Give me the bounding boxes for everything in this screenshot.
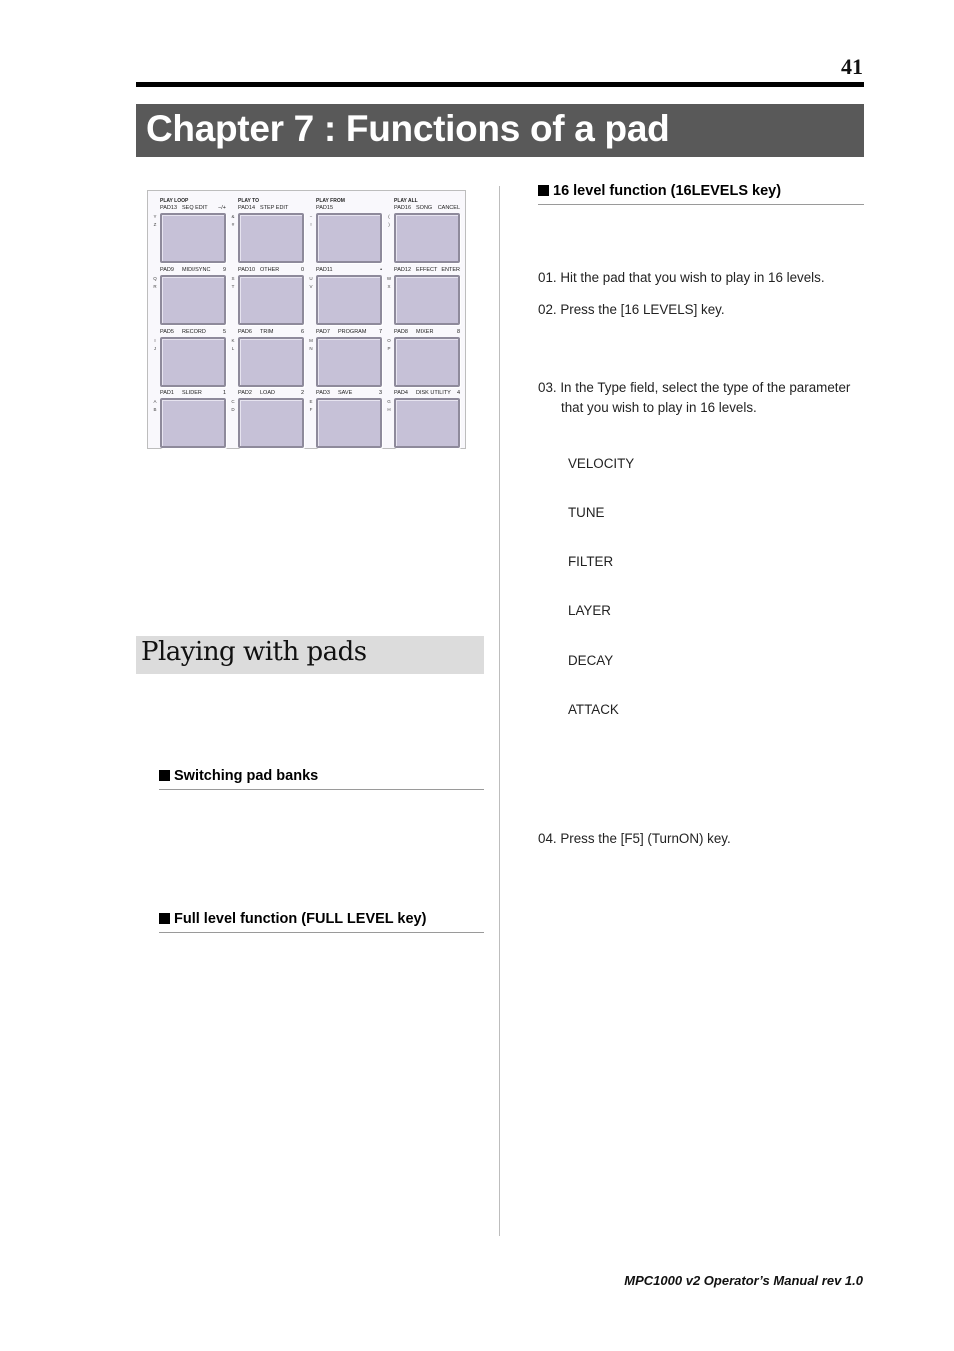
pad-mode-label: PLAY FROM: [316, 198, 345, 204]
pad-num-label: ENTER: [441, 267, 460, 273]
subhead-full-level: [159, 911, 484, 933]
pad-letter: H: [387, 407, 391, 412]
pad-labels: [316, 329, 382, 336]
pad-name-label: PAD10: [238, 267, 256, 273]
pad-button: [238, 275, 304, 325]
pad-func-label: EFFECT: [416, 267, 438, 273]
pad-button: [238, 337, 304, 387]
square-bullet-icon: [159, 913, 170, 924]
pad-mode-label: PLAY LOOP: [160, 198, 189, 204]
pad-labels: [394, 390, 460, 397]
top-rule: [136, 82, 864, 87]
pad-letter: #: [231, 222, 235, 227]
pad-num-label: 1: [222, 390, 226, 396]
pad-num-label: 3: [378, 390, 382, 396]
pad-letter: !: [310, 222, 312, 227]
pad-button: [238, 398, 304, 448]
pad-cell: [226, 329, 304, 397]
pad-labels: [238, 390, 304, 397]
pad-letter: K: [231, 338, 235, 343]
pad-button: [316, 213, 382, 263]
pad-letters: [308, 337, 314, 353]
pad-labels: [394, 205, 460, 212]
pad-letter: W: [386, 276, 392, 281]
pad-letter: Y: [153, 214, 157, 219]
pad-labels: [238, 205, 304, 212]
section-band: [136, 636, 484, 674]
pad-letter: E: [309, 399, 313, 404]
pad-name-label: PAD2: [238, 390, 252, 396]
pad-button: [394, 213, 460, 263]
pad-letters: [230, 213, 236, 229]
pad-func-label: SAVE: [338, 390, 353, 396]
pad-letters: [308, 398, 314, 414]
option-layer: LAYER: [568, 603, 611, 618]
pad-letter: X: [387, 284, 391, 289]
pad-labels: [316, 205, 382, 212]
subhead-16-levels: [538, 183, 864, 205]
pad-letter: B: [153, 407, 157, 412]
subhead-label: Full level function (FULL LEVEL key): [174, 911, 427, 927]
chapter-title: Chapter 7 : Functions of a pad: [146, 108, 670, 149]
pad-name-label: PAD11: [316, 267, 333, 273]
pad-letter: (: [388, 214, 390, 219]
subhead-switching-pad-banks: [159, 768, 484, 790]
pad-letter: V: [309, 284, 313, 289]
pad-labels: [160, 390, 226, 397]
pad-labels: [160, 267, 226, 274]
pad-letter: O: [387, 338, 391, 343]
pad-button: [394, 337, 460, 387]
step-4: 04. Press the [F5] (TurnON) key.: [538, 831, 731, 846]
pad-num-label: 9: [222, 267, 226, 273]
pad-func-label: SEQ EDIT: [182, 205, 208, 211]
pad-letter: R: [153, 284, 157, 289]
pad-name-label: PAD16: [394, 205, 412, 211]
pad-name-label: PAD8: [394, 329, 408, 335]
option-filter: FILTER: [568, 554, 614, 569]
pad-letters: [152, 398, 158, 414]
option-attack: ATTACK: [568, 702, 619, 717]
pad-num-label: 2: [300, 390, 304, 396]
pad-letter: M: [309, 338, 313, 343]
pad-button: [394, 398, 460, 448]
pad-func-label: SLIDER: [182, 390, 202, 396]
pad-cell: [304, 267, 382, 335]
pad-labels: [316, 267, 382, 274]
pad-button: [160, 337, 226, 387]
pad-letters: [230, 337, 236, 353]
pad-func-label: PROGRAM: [338, 329, 367, 335]
pad-func-label: STEP EDIT: [260, 205, 289, 211]
pad-num-label: 7: [378, 329, 382, 335]
pad-func-label: TRIM: [260, 329, 274, 335]
pad-num-label: 0: [300, 267, 304, 273]
pad-letter: G: [387, 399, 391, 404]
pad-name-label: PAD4: [394, 390, 408, 396]
pad-name-label: PAD13: [160, 205, 178, 211]
pad-name-label: PAD5: [160, 329, 174, 335]
pad-letters: [386, 398, 392, 414]
pad-cell: [148, 390, 226, 458]
pad-letters: [230, 398, 236, 414]
pad-button: [316, 275, 382, 325]
option-decay: DECAY: [568, 653, 614, 668]
page-number: 41: [841, 54, 863, 79]
pad-button: [160, 213, 226, 263]
step-1: 01. Hit the pad that you wish to play in 16 levels.: [538, 270, 825, 285]
pad-letter: D: [231, 407, 235, 412]
step-2: 02. Press the [16 LEVELS] key.: [538, 302, 725, 317]
pad-cell: [148, 329, 226, 397]
step-3-continued: that you wish to play in 16 levels.: [561, 400, 757, 415]
pad-labels: [238, 267, 304, 274]
pad-labels: [394, 329, 460, 336]
pad-letter: J: [153, 346, 157, 351]
pad-letter: L: [231, 346, 235, 351]
pad-letters: [386, 275, 392, 291]
pad-name-label: PAD12: [394, 267, 412, 273]
pad-cell: [382, 329, 460, 397]
chapter-bar: [136, 104, 864, 157]
pad-labels: [238, 329, 304, 336]
subhead-label: Switching pad banks: [174, 768, 319, 784]
pad-cell: [382, 390, 460, 458]
pad-cell: [148, 198, 226, 273]
pad-button: [316, 337, 382, 387]
pad-labels: [160, 329, 226, 336]
pad-cell: [304, 329, 382, 397]
pad-letter: −: [309, 214, 313, 219]
square-bullet-icon: [538, 185, 549, 196]
pad-button: [160, 275, 226, 325]
pad-button: [238, 213, 304, 263]
pad-letter: Q: [153, 276, 157, 281]
pad-letters: [230, 275, 236, 291]
pad-letter: A: [153, 399, 157, 404]
footer: MPC1000 v2 Operator’s Manual rev 1.0: [624, 1273, 863, 1288]
pad-cell: [226, 198, 298, 273]
step-3: 03. In the Type field, select the type of the parameter: [538, 380, 851, 395]
pad-mode-label: PLAY ALL: [394, 198, 418, 204]
pad-cell: [226, 390, 304, 458]
pad-letters: [152, 337, 158, 353]
option-tune: TUNE: [568, 505, 605, 520]
pad-letters: [308, 275, 314, 291]
pad-mode-label: PLAY TO: [238, 198, 260, 204]
pad-letter: S: [231, 276, 235, 281]
pad-num-label: •: [380, 267, 382, 273]
pad-func-label: LOAD: [260, 390, 275, 396]
option-velocity: VELOCITY: [568, 456, 635, 471]
pad-num-label: 5: [222, 329, 226, 335]
pad-letters: [152, 275, 158, 291]
pad-cell: [148, 267, 226, 335]
pad-cell: [304, 198, 376, 273]
pad-name-label: PAD7: [316, 329, 330, 335]
pad-letter: P: [387, 346, 391, 351]
pad-name-label: PAD3: [316, 390, 330, 396]
pad-button: [160, 398, 226, 448]
pad-labels: [160, 205, 226, 212]
pad-num-label: −/+: [218, 205, 226, 211]
pad-button: [316, 398, 382, 448]
pad-letter: T: [231, 284, 235, 289]
pad-func-label: MIDI/SYNC: [182, 267, 211, 273]
pad-cell: [304, 390, 382, 458]
pad-diagram: [147, 190, 466, 449]
column-divider: [499, 186, 500, 1236]
pad-letters: [308, 213, 314, 229]
pad-cell: [226, 267, 304, 335]
pad-num-label: 4: [456, 390, 460, 396]
pad-letter: I: [154, 338, 156, 343]
pad-letter: N: [309, 346, 313, 351]
pad-letter: ): [388, 222, 390, 227]
pad-name-label: PAD6: [238, 329, 252, 335]
pad-letters: [386, 337, 392, 353]
pad-labels: [316, 390, 382, 397]
pad-func-label: DISK UTILITY: [416, 390, 451, 396]
pad-func-label: MIXER: [416, 329, 434, 335]
subhead-label: 16 level function (16LEVELS key): [553, 183, 782, 199]
pad-name-label: PAD14: [238, 205, 256, 211]
pad-func-label: OTHER: [260, 267, 280, 273]
pad-cell: [382, 198, 460, 273]
pad-letters: [386, 213, 392, 229]
pad-cell: [382, 267, 460, 335]
pad-letter: C: [231, 399, 235, 404]
pad-name-label: PAD1: [160, 390, 174, 396]
pad-letter: F: [309, 407, 313, 412]
pad-func-label: RECORD: [182, 329, 206, 335]
section-title: Playing with pads: [141, 637, 367, 667]
pad-letters: [152, 213, 158, 229]
pad-letter: U: [309, 276, 313, 281]
pad-name-label: PAD15: [316, 205, 334, 211]
pad-num-label: 6: [300, 329, 304, 335]
pad-name-label: PAD9: [160, 267, 174, 273]
square-bullet-icon: [159, 770, 170, 781]
pad-num-label: CANCEL: [437, 205, 460, 211]
pad-labels: [394, 267, 460, 274]
pad-button: [394, 275, 460, 325]
pad-func-label: SONG: [416, 205, 433, 211]
pad-letter: Z: [153, 222, 157, 227]
pad-num-label: 8: [456, 329, 460, 335]
pad-letter: &: [231, 214, 235, 219]
